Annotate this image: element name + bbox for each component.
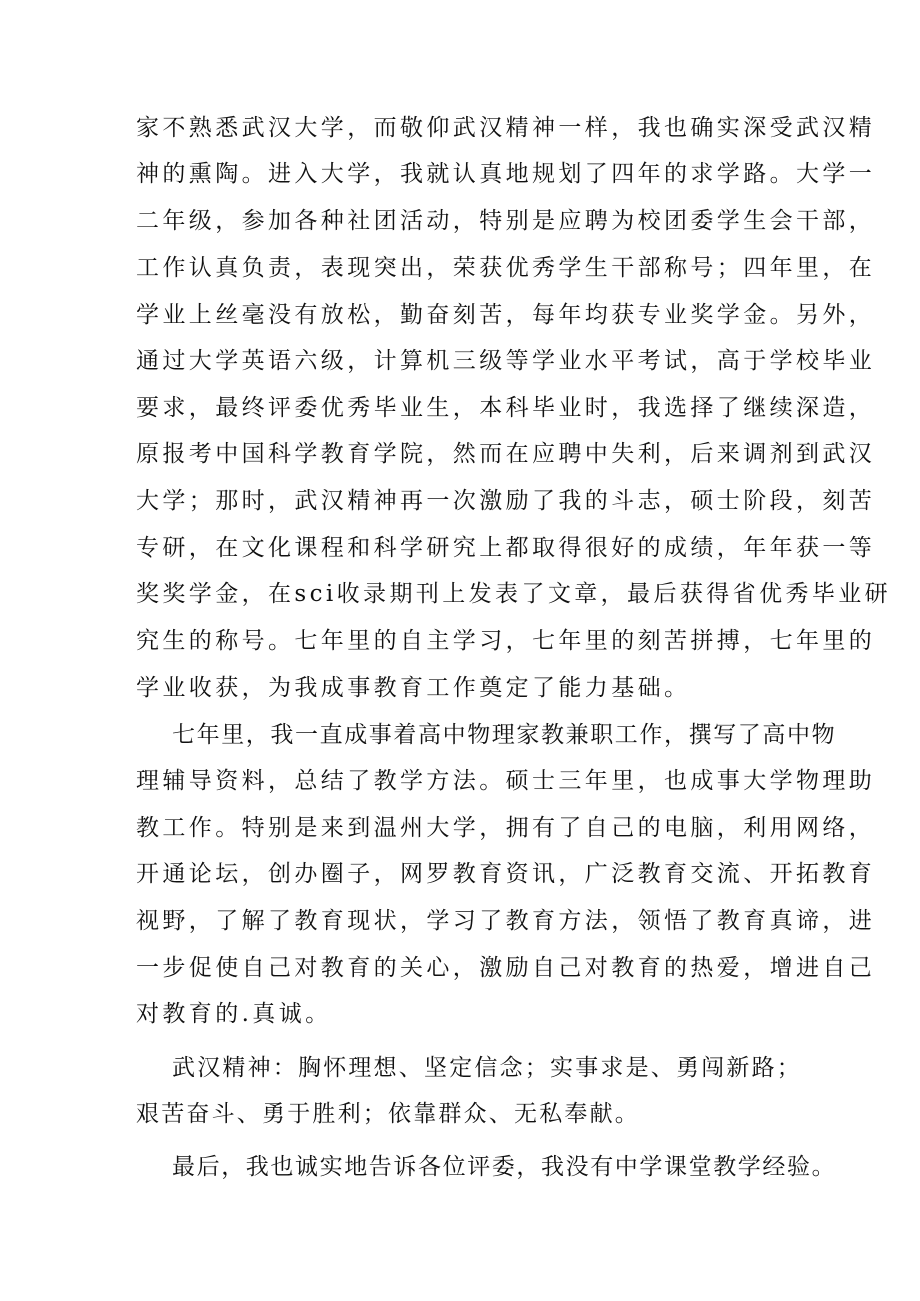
paragraph-line: 专研，在文化课程和科学研究上都取得很好的成绩，年年获一等: [136, 535, 876, 561]
paragraph-line: 教工作。特别是来到温州大学，拥有了自己的电脑，利用网络，: [136, 815, 876, 841]
paragraph-line: 最后，我也诚实地告诉各位评委，我没有中学课堂教学经验。: [172, 1154, 837, 1180]
paragraph-line: 神的熏陶。进入大学，我就认真地规划了四年的求学路。大学一: [136, 161, 876, 187]
paragraph-line: 学业收获，为我成事教育工作奠定了能力基础。: [136, 675, 691, 701]
paragraph-line: 通过大学英语六级，计算机三级等学业水平考试，高于学校毕业: [136, 348, 876, 374]
paragraph-line: 学业上丝毫没有放松，勤奋刻苦，每年均获专业奖学金。另外，: [136, 302, 876, 328]
paragraph-line: 原报考中国科学教育学院，然而在应聘中失利，后来调剂到武汉: [136, 441, 876, 467]
paragraph-line: 大学；那时，武汉精神再一次激励了我的斗志，硕士阶段，刻苦: [136, 488, 876, 514]
paragraph-line: 理辅导资料，总结了教学方法。硕士三年里，也成事大学物理助: [136, 768, 876, 794]
paragraph-line: 一步促使自己对教育的关心，激励自己对教育的热爱，增进自己: [136, 955, 876, 981]
paragraph-line: 二年级，参加各种社团活动，特别是应聘为校团委学生会干部，: [136, 208, 876, 234]
paragraph-line: 奖奖学金，在sci收录期刊上发表了文章，最后获得省优秀毕业研: [136, 581, 892, 607]
paragraph-line: 要求，最终评委优秀毕业生，本科毕业时，我选择了继续深造，: [136, 395, 876, 421]
paragraph-line: 开通论坛，创办圈子，网罗教育资讯，广泛教育交流、开拓教育: [136, 861, 876, 887]
paragraph-line: 视野，了解了教育现状，学习了教育方法，领悟了教育真谛，进: [136, 908, 876, 934]
paragraph-line: 究生的称号。七年里的自主学习，七年里的刻苦拼搏，七年里的: [136, 628, 876, 654]
paragraph-line: 艰苦奋斗、勇于胜利；依靠群众、无私奉献。: [136, 1101, 640, 1127]
paragraph-line: 七年里，我一直成事着高中物理家教兼职工作，撰写了高中物: [172, 722, 837, 748]
paragraph-line: 家不熟悉武汉大学，而敬仰武汉精神一样，我也确实深受武汉精: [136, 115, 876, 141]
paragraph-line: 工作认真负责，表现突出，荣获优秀学生干部称号；四年里，在: [136, 255, 876, 281]
paragraph-line: 武汉精神：胸怀理想、坚定信念；实事求是、勇闯新路；: [172, 1055, 802, 1081]
paragraph-line: 对教育的.真诚。: [136, 1001, 332, 1027]
